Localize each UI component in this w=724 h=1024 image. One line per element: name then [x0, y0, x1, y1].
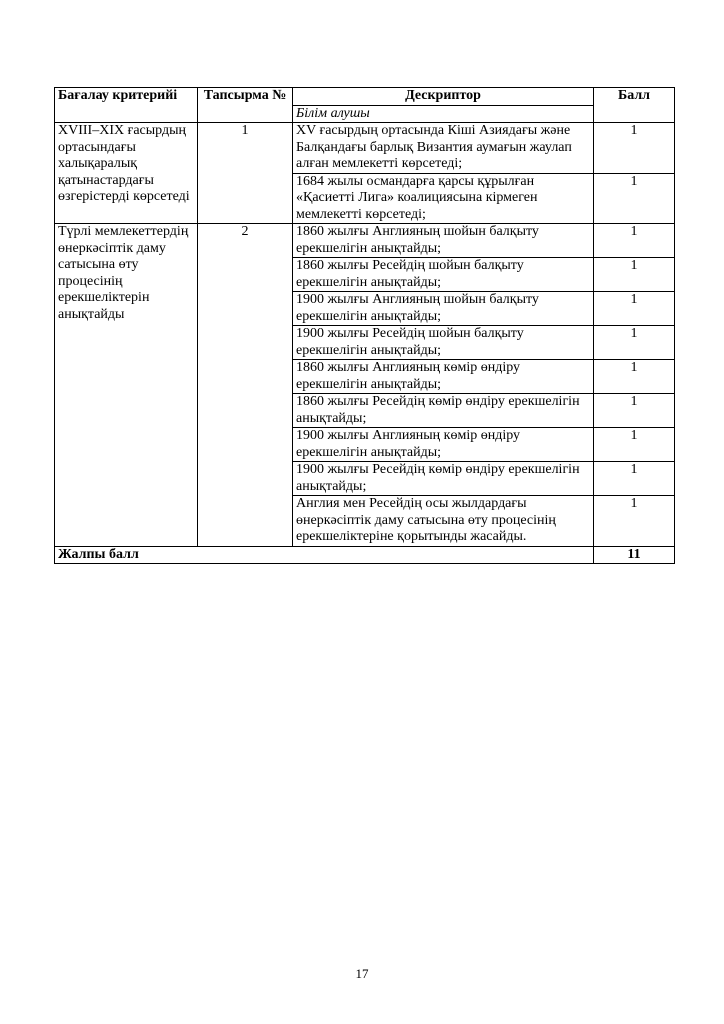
header-row	[55, 88, 675, 106]
score-cell: 1	[594, 496, 675, 547]
rubric-body	[55, 88, 675, 564]
task-number-cell: 2	[198, 224, 293, 547]
descriptor-cell: 1900 жылғы Ресейдің шойын балқыту ерекшелігін анықтайды;	[293, 326, 594, 360]
descriptor-cell: 1860 жылғы Ресейдің шойын балқыту ерекшелігін анықтайды;	[293, 258, 594, 292]
page-number: 17	[355, 966, 369, 981]
descriptor-cell: 1860 жылғы Англияның шойын балқыту ерекшелігін анықтайды;	[293, 224, 594, 258]
header-descriptor: Дескриптор	[293, 88, 594, 106]
score-cell: 1	[594, 326, 675, 360]
score-cell: 1	[594, 360, 675, 394]
table-row	[55, 123, 675, 174]
header-criterion: Бағалау критерийі	[55, 88, 198, 123]
table-row	[55, 224, 675, 258]
descriptor-cell: 1684 жылы османдарға қарсы құрылған «Қасиетті Лига» коалициясына кірмеген мемлекетті көрсетеді;	[293, 173, 594, 224]
score-cell: 1	[594, 224, 675, 258]
descriptor-cell: Англия мен Ресейдің осы жылдардағы өнеркәсіптік даму сатысына өту процесінің ерекшеліктеріне қорытынды жасайды.	[293, 496, 594, 547]
total-row	[55, 546, 675, 564]
score-cell: 1	[594, 292, 675, 326]
header-score: Балл	[594, 88, 675, 123]
descriptor-cell: 1900 жылғы Англияның шойын балқыту ерекшелігін анықтайды;	[293, 292, 594, 326]
score-cell: 1	[594, 428, 675, 462]
total-label: Жалпы балл	[55, 546, 594, 564]
descriptor-cell: 1860 жылғы Англияның көмір өндіру ерекшелігін анықтайды;	[293, 360, 594, 394]
assessment-rubric-table	[54, 87, 675, 564]
header-task: Тапсырма №	[198, 88, 293, 123]
score-cell: 1	[594, 173, 675, 224]
score-cell: 1	[594, 462, 675, 496]
descriptor-cell: 1900 жылғы Ресейдің көмір өндіру ерекшелігін анықтайды;	[293, 462, 594, 496]
descriptor-cell: XV ғасырдың ортасында Кіші Азиядағы және Балқандағы барлық Византия аумағын жаулап алған мемлекетті көрсетеді;	[293, 123, 594, 174]
score-cell: 1	[594, 123, 675, 174]
score-cell: 1	[594, 394, 675, 428]
criterion-cell: XVIII–XIX ғасырдың ортасындағы халықаралық қатынастардағы өзгерістерді көрсетеді	[55, 123, 198, 224]
task-number-cell: 1	[198, 123, 293, 224]
descriptor-cell: 1860 жылғы Ресейдің көмір өндіру ерекшелігін анықтайды;	[293, 394, 594, 428]
descriptor-cell: 1900 жылғы Англияның көмір өндіру ерекшелігін анықтайды;	[293, 428, 594, 462]
subheader-learner: Білім алушы	[293, 105, 594, 123]
criterion-cell: Түрлі мемлекеттердің өнеркәсіптік даму сатысына өту процесінің ерекшеліктерін анықтайды	[55, 224, 198, 547]
score-cell: 1	[594, 258, 675, 292]
total-value: 11	[594, 546, 675, 564]
